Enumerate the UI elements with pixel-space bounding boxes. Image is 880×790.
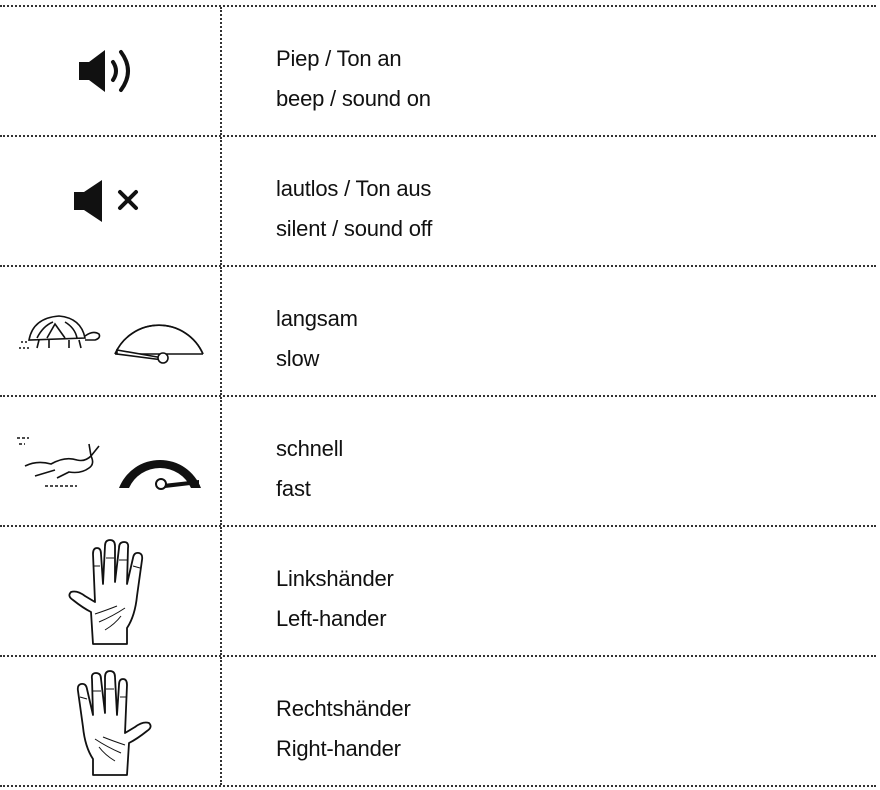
label-german: lautlos / Ton aus bbox=[276, 176, 432, 201]
label-english: slow bbox=[276, 346, 320, 371]
fast-gauge-icon bbox=[119, 460, 201, 489]
speaker-sound-on-icon bbox=[75, 46, 145, 96]
label-english: silent / sound off bbox=[276, 216, 433, 241]
slow-gauge-icon bbox=[115, 325, 203, 363]
label-english: Right-hander bbox=[276, 736, 401, 761]
icon-cell bbox=[0, 657, 222, 785]
label-german: schnell bbox=[276, 436, 344, 461]
right-hand-icon bbox=[65, 665, 155, 777]
label-german: langsam bbox=[276, 306, 358, 331]
turtle-icon bbox=[19, 316, 100, 348]
text-cell bbox=[276, 39, 431, 119]
text-cell bbox=[276, 299, 358, 379]
rabbit-icon bbox=[17, 438, 99, 486]
icon-cell bbox=[0, 527, 222, 655]
icon-cell bbox=[0, 7, 222, 135]
text-cell bbox=[276, 689, 411, 769]
icon-cell bbox=[0, 397, 222, 525]
icon-cell bbox=[0, 137, 222, 265]
label-german: Piep / Ton an bbox=[276, 46, 402, 71]
speaker-mute-icon bbox=[70, 176, 150, 226]
table-row bbox=[0, 267, 876, 397]
text-cell bbox=[276, 429, 343, 509]
rabbit-fast-gauge-icon bbox=[15, 426, 205, 496]
turtle-slow-gauge-icon bbox=[15, 296, 205, 366]
label-german: Linkshänder bbox=[276, 566, 394, 591]
label-english: fast bbox=[276, 476, 311, 501]
label-german: Rechtshänder bbox=[276, 696, 411, 721]
table-row bbox=[0, 7, 876, 137]
symbol-table bbox=[0, 5, 876, 787]
icon-cell bbox=[0, 267, 222, 395]
label-english: Left-hander bbox=[276, 606, 387, 631]
table-row bbox=[0, 397, 876, 527]
text-cell bbox=[276, 559, 394, 639]
text-cell bbox=[276, 169, 432, 249]
table-row bbox=[0, 137, 876, 267]
label-english: beep / sound on bbox=[276, 86, 431, 111]
table-row bbox=[0, 657, 876, 787]
table-row bbox=[0, 527, 876, 657]
left-hand-icon bbox=[65, 536, 155, 646]
